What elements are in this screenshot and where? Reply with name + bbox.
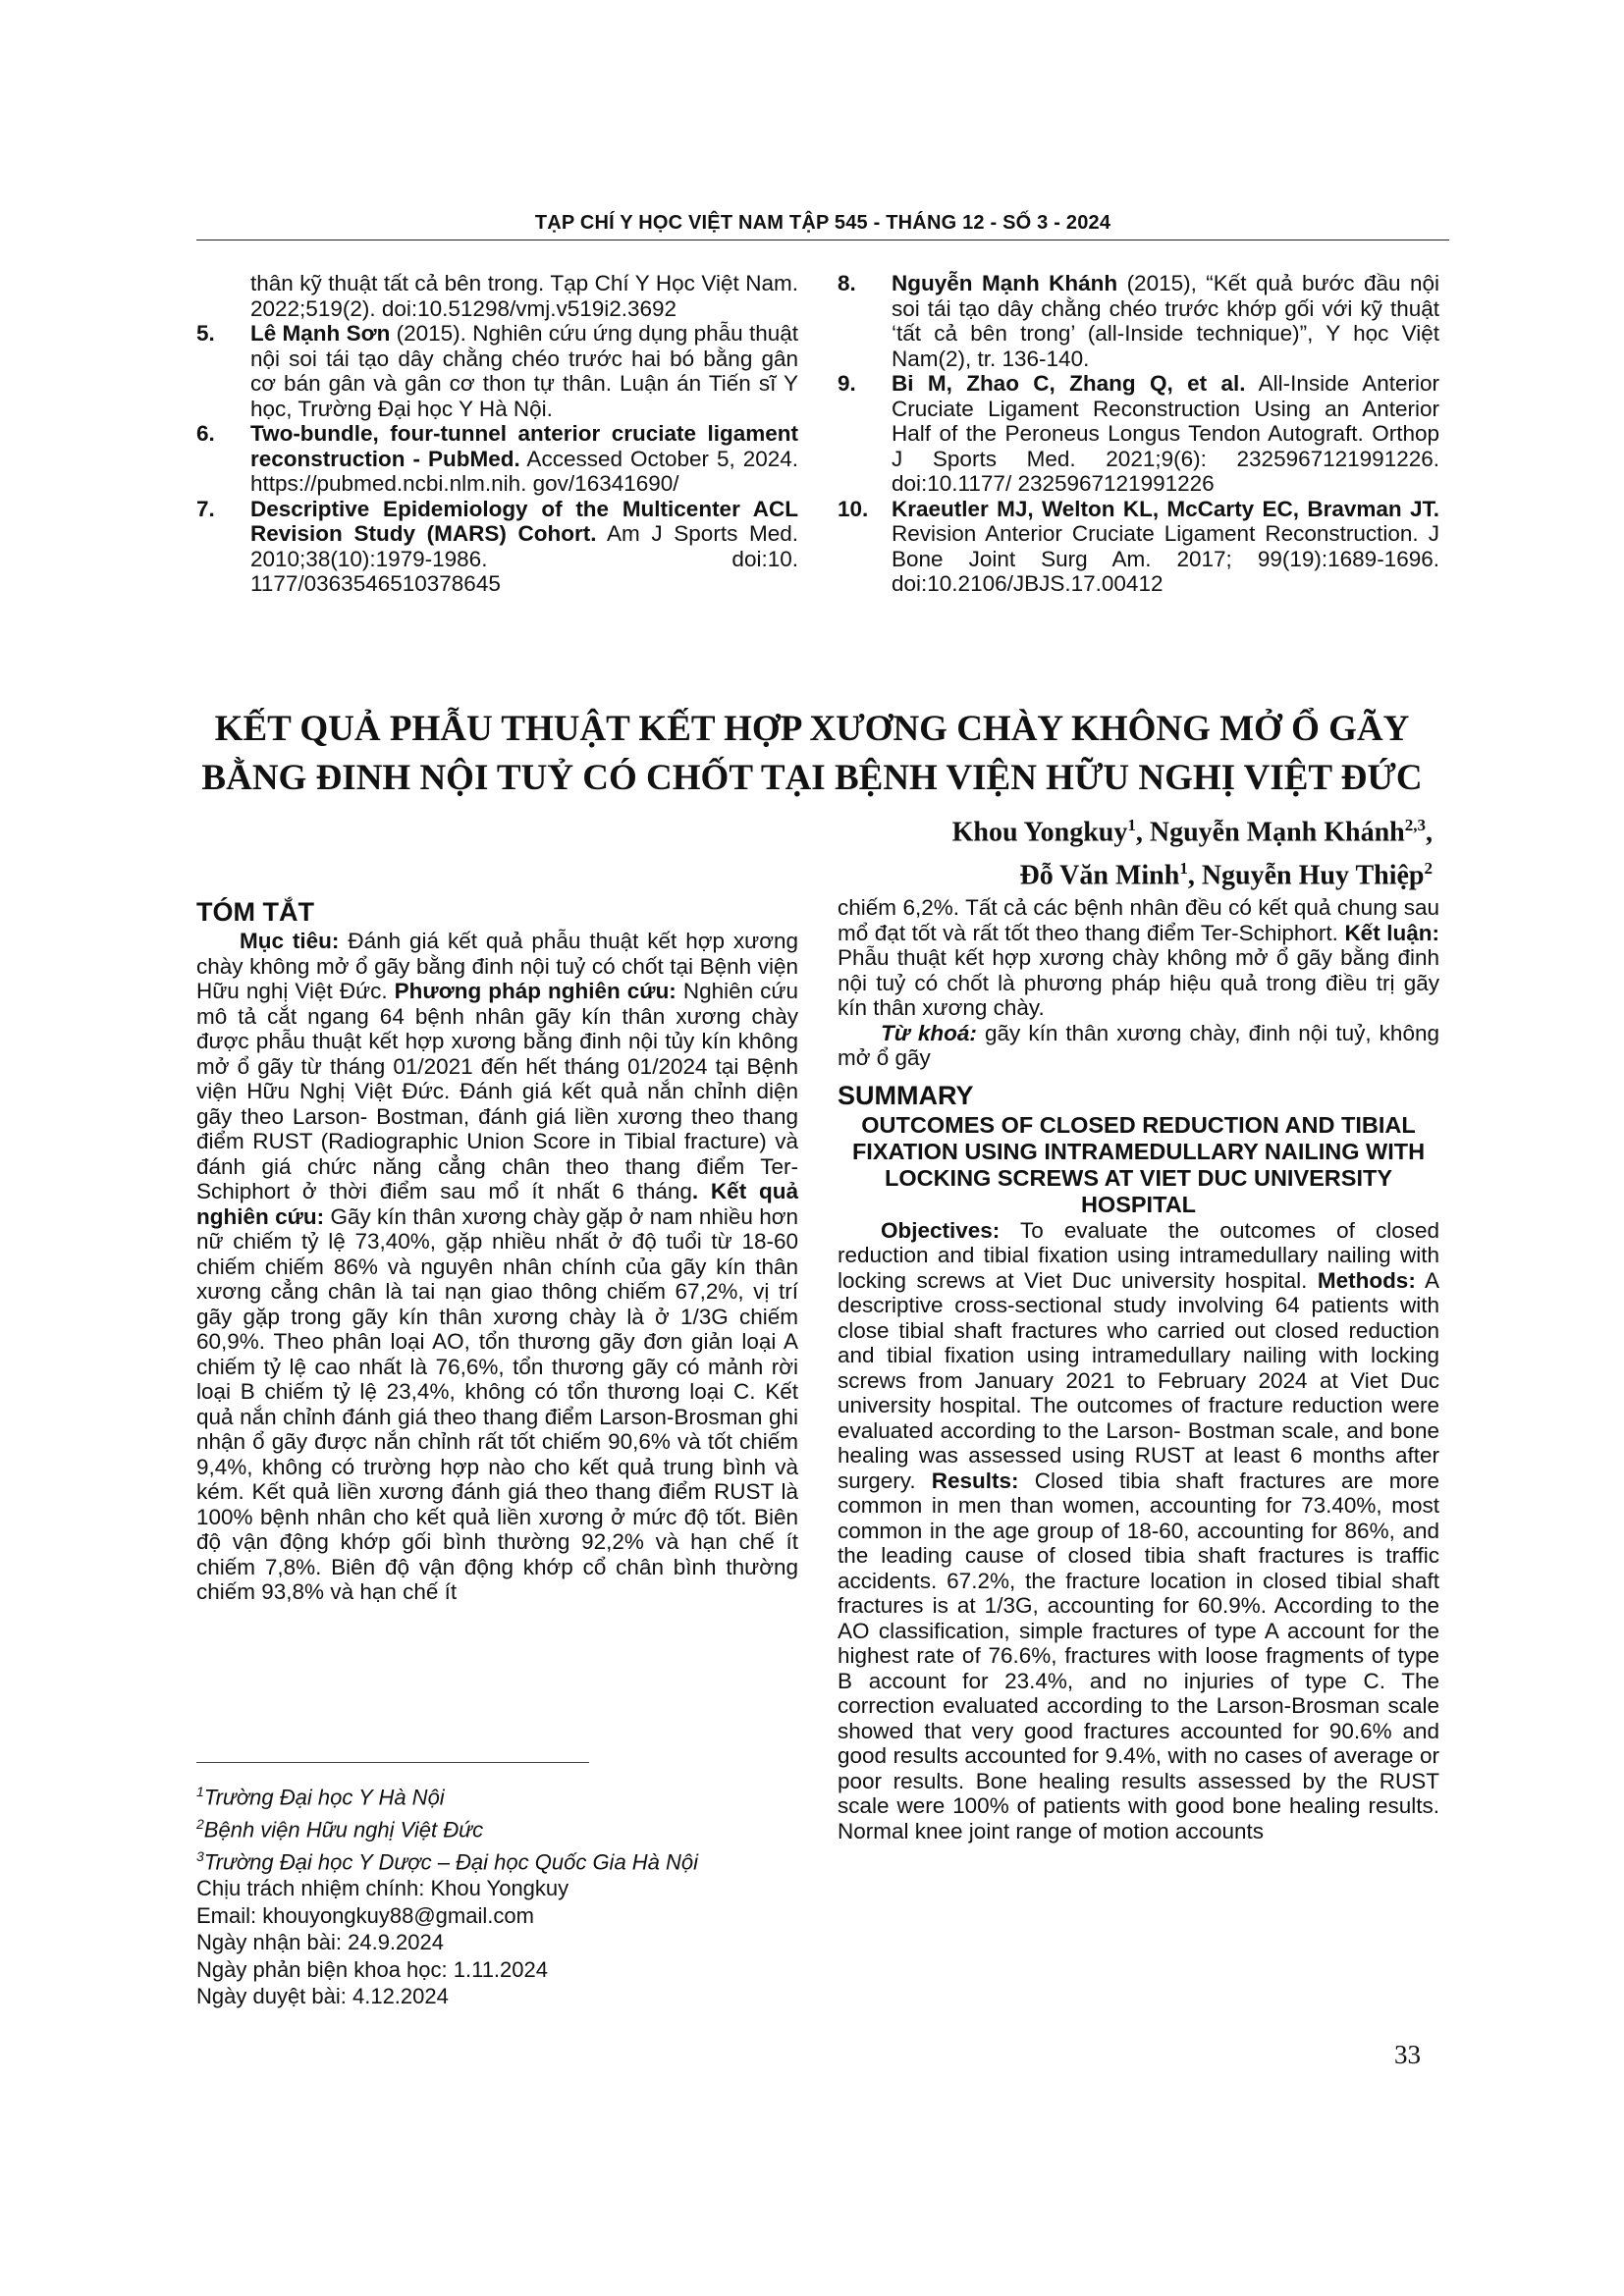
- summary-results-text: Closed tibia shaft fractures are more common in men than women, accounting for 73.40%, most common in the age group of 18-60, accounting for 86%, and the leading cause of closed tibia shaft fractures is traffic accidents. 67.2%, the fracture location in closed tibial shaft fractures is at 1/3G, accounting for 60.9%. According to the AO classification, simple fractures of type A account for the highest rate of 76.6%, fractures with loose fragments of type B account for 23.4%, and no injuries of type C. The correction evaluated according to the Larson-Brosman scale showed that very good fractures accounted for 90.6% and good results accounted for 9.4%, with no cases of average or poor results. Bone healing results assessed by the RUST scale were 100% of patients with good bone healing results. Normal knee joint range of motion accounts: [838, 1468, 1439, 1843]
- author-name: Nguyễn Mạnh Khánh: [1149, 817, 1405, 848]
- article-title-line-1: KẾT QUẢ PHẪU THUẬT KẾT HỢP XƯƠNG CHÀY KHÔNG MỞ Ổ GÃY: [214, 709, 1410, 749]
- reference-text: Revision Anterior Cruciate Ligament Reconstruction. J Bone Joint Surg Am. 2017; 99(19):1689-1696. doi:10.2106/JBJS.17.00412: [892, 521, 1439, 596]
- keywords-text: gãy kín thân xương chày, đinh nội tuỷ, không mở ổ gãy: [838, 1020, 1439, 1070]
- affiliation-name: Trường Đại học Y Dược – Đại học Quốc Gia Hà Nội: [203, 1848, 699, 1874]
- journal-header: TẠP CHÍ Y HỌC VIỆT NAM TẬP 545 - THÁNG 12 - SỐ 3 - 2024: [534, 212, 1111, 234]
- reference-8: [838, 271, 1439, 371]
- affiliation-1: [196, 1779, 805, 1811]
- reference-5: [196, 321, 798, 421]
- summary-results-label: Results:: [931, 1468, 1019, 1493]
- author-affiliation-sup: 2: [1424, 859, 1433, 879]
- accepted-date: Ngày duyệt bài: 4.12.2024: [196, 1984, 449, 2009]
- page-number: 33: [1394, 2040, 1421, 2069]
- results-label: . Kết quả nghiên cứu:: [196, 1179, 798, 1229]
- results-text: Gãy kín thân xương chày gặp ở nam nhiều hơn nữ chiếm tỷ lệ 73,40%, gặp nhiều nhất ở độ tuổi từ 18-60 chiếm chiếm 86% và nguyên nhân chính của gãy kín thân xương cẳng chân là tai nạn giao thông chiếm 67,2%, vị trí gãy gặp trong gãy kín thân xương chày là ở 1/3G chiếm 60,9%. Theo phân loại AO, tổn thương gãy đơn giản loại A chiếm tỷ lệ cao nhất là 76,6%, tổn thương gãy có mảnh rời loại B chiếm tỷ lệ 23,4%, không có tổn thương loại C. Kết quả nắn chỉnh đánh giá theo thang điểm Larson-Brosman ghi nhận ổ gãy được nắn chỉnh rất tốt chiếm 90,6% và tốt chiếm 9,4%, không có trường hợp nào cho kết quả trung bình và kém. Kết quả liền xương đánh giá theo thang điểm RUST là 100% bệnh nhân cho kết quả liền xương ở mức độ tốt. Biên độ vận động khớp gối bình thường 92,2% và hạn chế ít chiếm 7,8%. Biên độ vận động khớp cổ chân bình thường chiếm 93,8% và hạn chế ít: [196, 1203, 798, 1604]
- reference-9: [838, 371, 1439, 497]
- reference-author: Nguyễn Mạnh Khánh: [892, 271, 1118, 295]
- footnote-divider: [196, 1762, 589, 1763]
- conclusion-label: Kết luận:: [1344, 920, 1439, 945]
- reference-10: [838, 497, 1439, 597]
- abstract-heading: TÓM TẮT: [196, 897, 314, 927]
- article-title-line-2: BẰNG ĐINH NỘI TUỶ CÓ CHỐT TẠI BỆNH VIỆN HỮU NGHỊ VIỆT ĐỨC: [201, 758, 1423, 798]
- abstract-body: [196, 929, 798, 1605]
- author-name: Nguyễn Huy Thiệp: [1201, 860, 1425, 891]
- affiliation-sup: 1: [196, 1784, 204, 1799]
- affiliation-name: Bệnh viện Hữu nghị Việt Đức: [203, 1817, 484, 1842]
- summary-methods-label: Methods:: [1317, 1267, 1416, 1293]
- reference-number: 10.: [838, 496, 869, 521]
- contact-email: Email: khouyongkuy88@gmail.com: [196, 1902, 534, 1928]
- received-date: Ngày nhận bài: 24.9.2024: [196, 1930, 444, 1955]
- responsible-author: Chịu trách nhiệm chính: Khou Yongkuy: [196, 1876, 569, 1901]
- footnotes: [196, 1779, 805, 2010]
- keywords: [838, 1021, 1439, 1071]
- reference-4-continuation: thân kỹ thuật tất cả bên trong. Tạp Chí Y Học Việt Nam. 2022;519(2). doi:10.51298/vmj.v519i2.3692: [250, 271, 798, 321]
- reference-6: [196, 421, 798, 497]
- summary-objectives-label: Objectives:: [881, 1217, 1001, 1243]
- affiliation-2: [196, 1811, 805, 1843]
- affiliation-name: Trường Đại học Y Hà Nội: [203, 1785, 445, 1810]
- reference-number: 6.: [196, 421, 215, 446]
- summary-title: OUTCOMES OF CLOSED REDUCTION AND TIBIAL FIXATION USING INTRAMEDULLARY NAILING WITH LOCKING SCREWS AT VIET DUC UNIVERSITY HOSPITAL: [851, 1111, 1426, 1217]
- reference-text: All-Inside Anterior Cruciate Ligament Reconstruction Using an Anterior Half of the Peroneus Longus Tendon Autograft. Orthop J Sports Med. 2021;9(6): 2325967121991226. doi:10.1177/ 2325967121991226: [892, 371, 1440, 496]
- summary-methods-text: A descriptive cross-sectional study involving 64 patients with close tibial shaft fractures who carried out closed reduction and tibial fixation using intramedullary nailing with locking screws from January 2021 to February 2024 at Viet Duc university hospital. The outcomes of fracture reduction were evaluated according to the Larson- Bostman scale, and bone healing was assessed using RUST at least 6 months after surgery.: [838, 1267, 1439, 1493]
- summary-body: [838, 1218, 1439, 1844]
- affiliation-3: [196, 1843, 805, 1876]
- abstract-vietnamese: [196, 895, 798, 1605]
- reference-text: (2015), “Kết quả bước đầu nội soi tái tạo dây chằng chéo trước khớp gối với kỹ thuật ‘tất cả bên trong’ (all-Inside technique)”, Y học Việt Nam(2), tr. 136-140.: [892, 271, 1439, 371]
- author-affiliation-sup: 2,3: [1404, 816, 1426, 834]
- reference-7: [196, 497, 798, 597]
- reference-author: Kraeutler MJ, Welton KL, McCarty EC, Bravman JT.: [892, 496, 1439, 521]
- review-date: Ngày phản biện khoa học: 1.11.2024: [196, 1956, 548, 1982]
- objective-label: Mục tiêu:: [240, 929, 340, 953]
- author-name: Đỗ Văn Minh: [1019, 860, 1180, 891]
- article-title: [147, 705, 1477, 803]
- keywords-label: Từ khoá:: [881, 1020, 977, 1045]
- reference-text: Am J Sports Med. 2010;38(10):1979-1986. doi:10. 1177/0363546510378645: [250, 521, 799, 596]
- references-right: [838, 271, 1439, 597]
- methods-text: Nghiên cứu mô tả cắt ngang 64 bệnh nhân gãy kín thân xương chày được phẫu thuật kết hợp xương bằng đinh nội tủy kín không mở ổ gãy từ tháng 01/2021 đến hết tháng 01/2024 tại Bệnh viện Hữu Nghị Việt Đức. Đánh giá kết quả nắn chỉnh diện gãy theo Larson- Bostman, đánh giá liền xương theo thang điểm RUST (Radiographic Union Score in Tibial fracture) và đánh giá chức năng cẳng chân theo thang điểm Ter- Schiphort ở thời điểm sau mổ ít nhất 6 tháng: [196, 979, 798, 1203]
- author-name: Khou Yongkuy: [951, 817, 1128, 848]
- continued-text: chiếm 6,2%. Tất cả các bệnh nhân đều có kết quả chung sau mổ đạt tốt và rất tốt theo thang điểm Ter-Schiphort.: [838, 895, 1439, 945]
- reference-number: 5.: [196, 321, 215, 346]
- reference-author: Bi M, Zhao C, Zhang Q, et al.: [892, 371, 1246, 396]
- abstract-continuation: [838, 895, 1439, 1021]
- author-affiliation-sup: 1: [1179, 859, 1188, 879]
- references-left: [196, 271, 798, 597]
- summary-heading: SUMMARY: [838, 1080, 974, 1110]
- author-affiliation-sup: 1: [1127, 816, 1136, 834]
- reference-title: Two-bundle, four-tunnel anterior cruciate ligament reconstruction - PubMed.: [250, 421, 798, 471]
- author-line-2: Đỗ Văn Minh$^1$, Nguyễn Huy Thiệp$^2$: [1019, 859, 1433, 891]
- reference-author: Lê Mạnh Sơn: [250, 321, 391, 346]
- conclusion-text: Phẫu thuật kết hợp xương chày không mở ổ gãy bằng đinh nội tuỷ có chốt là phương pháp hiệu quả trong điều trị gãy kín thân xương chày.: [838, 945, 1439, 1020]
- methods-label: Phương pháp nghiên cứu:: [394, 979, 677, 1003]
- summary-objectives-text: To evaluate the outcomes of closed reduction and tibial fixation using intramedullary nailing with locking screws at Viet Duc university hospital.: [838, 1217, 1439, 1293]
- reference-number: 8.: [838, 271, 856, 295]
- affiliation-sup: 2: [196, 1815, 204, 1832]
- author-list: [745, 807, 1433, 894]
- affiliation-sup: 3: [196, 1847, 204, 1864]
- reference-text: (2015). Nghiên cứu ứng dụng phẫu thuật nội soi tái tạo dây chằng chéo trước hai bó bằng gân cơ bán gân và gân cơ thon tự thân. Luận án Tiến sĩ Y học, Trường Đại học Y Hà Nội.: [250, 321, 798, 421]
- abstract-right-column: [838, 895, 1439, 1843]
- reference-number: 9.: [838, 371, 856, 396]
- author-line-1: Khou Yongkuy$^1$, Nguyễn Mạnh Khánh$^{2,3}$,: [951, 816, 1433, 848]
- reference-number: 7.: [196, 496, 215, 521]
- objective-text: Đánh giá kết quả phẫu thuật kết hợp xương chày không mở ổ gãy bằng đinh nội tuỷ có chốt tại Bệnh viện Hữu nghị Việt Đức.: [196, 929, 799, 1003]
- reference-title: Descriptive Epidemiology of the Multicenter ACL Revision Study (MARS) Cohort.: [250, 496, 798, 546]
- reference-text: Accessed October 5, 2024. https://pubmed.ncbi.nlm.nih. gov/16341690/: [250, 446, 798, 496]
